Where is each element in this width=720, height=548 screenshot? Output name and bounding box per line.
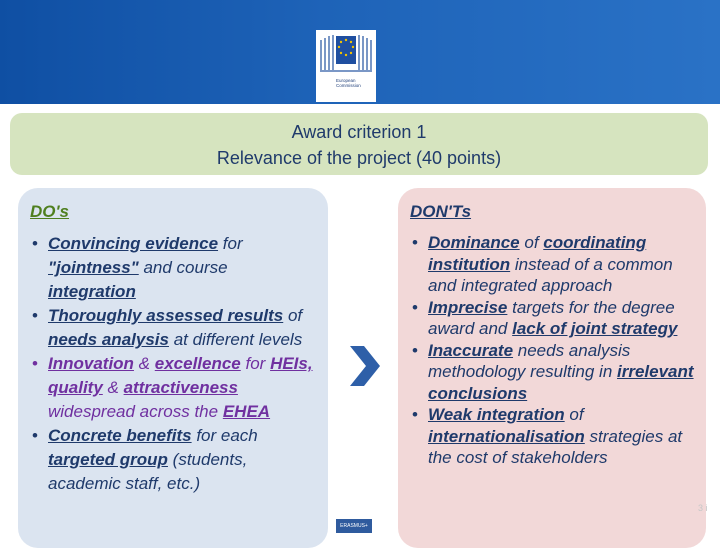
donts-item-key: lack of joint strategy	[512, 319, 678, 338]
donts-title: DON'Ts	[410, 202, 472, 221]
dos-item-text: (students, academic staff, etc.)	[48, 450, 248, 493]
dos-item	[48, 352, 316, 424]
criterion-subtitle: Relevance of the project (40 points)	[216, 148, 502, 168]
dos-item	[48, 232, 316, 304]
donts-item-key: irrelevant conclusions	[428, 362, 694, 403]
dos-item-key: integration	[48, 282, 136, 301]
donts-item	[428, 404, 694, 469]
criterion-title: Award criterion 1	[291, 122, 427, 142]
dos-item-key: Concrete benefits	[48, 426, 192, 445]
logo-text-line2: Commission	[336, 83, 361, 88]
dos-item-key: needs analysis	[48, 330, 169, 349]
dos-item-text: for each	[191, 426, 258, 445]
commission-building-icon	[318, 32, 374, 76]
dos-panel	[18, 188, 328, 548]
dos-item-key: Innovation	[48, 354, 134, 373]
dos-item-text: and course	[138, 258, 228, 277]
donts-item-key: Weak integration	[428, 405, 565, 424]
donts-item-key: Dominance	[428, 233, 520, 252]
donts-item-key: internationalisation	[428, 426, 585, 446]
dos-item-key: attractiveness	[123, 378, 238, 397]
donts-list	[410, 232, 694, 469]
donts-item	[428, 340, 694, 405]
page-number: 3 i	[698, 503, 708, 513]
donts-item-text: of	[519, 233, 544, 252]
dos-item-key: excellence	[154, 354, 241, 373]
dos-item-text: &	[102, 378, 124, 397]
dos-item-key: "jointness"	[48, 258, 139, 277]
donts-item-key: Imprecise	[428, 297, 508, 317]
donts-item-text: needs analysis methodology resulting in	[428, 340, 631, 381]
dos-item	[48, 304, 316, 352]
erasmus-logo: ERASMUS+	[336, 519, 372, 533]
european-commission-logo	[316, 30, 376, 102]
dos-list	[30, 232, 316, 496]
dos-item-text: at different levels	[168, 330, 303, 349]
donts-item-key: coordinating institution	[428, 233, 647, 274]
chevron-right-icon	[346, 344, 382, 388]
dos-item-key: targeted group	[48, 450, 168, 469]
donts-item-text: of	[564, 405, 584, 424]
dos-item-text: widespread across the	[48, 402, 223, 421]
donts-item-text: instead of a common and integrated approach	[428, 254, 673, 295]
dos-item-text: &	[133, 354, 155, 373]
donts-item	[428, 232, 694, 297]
dos-item-key: EHEA	[222, 402, 271, 421]
donts-panel	[398, 188, 706, 548]
dos-item-key: Thoroughly assessed results	[48, 306, 284, 325]
donts-item-text: strategies at the cost of stakeholders	[428, 426, 683, 467]
dos-item-text: for	[218, 234, 243, 253]
dos-item-text: for	[240, 354, 271, 373]
dos-title: DO's	[30, 202, 69, 221]
donts-item-text: targets for the degree award and	[428, 297, 675, 338]
dos-item-text: of	[283, 306, 303, 325]
criterion-box	[10, 113, 708, 175]
logo-text-line1: European	[336, 78, 356, 83]
dos-item-key: HEIs, quality	[48, 354, 313, 397]
donts-item-key: Inaccurate	[428, 340, 514, 360]
dos-item-key: Convincing evidence	[48, 234, 219, 253]
donts-item	[428, 297, 694, 340]
dos-item	[48, 424, 316, 496]
